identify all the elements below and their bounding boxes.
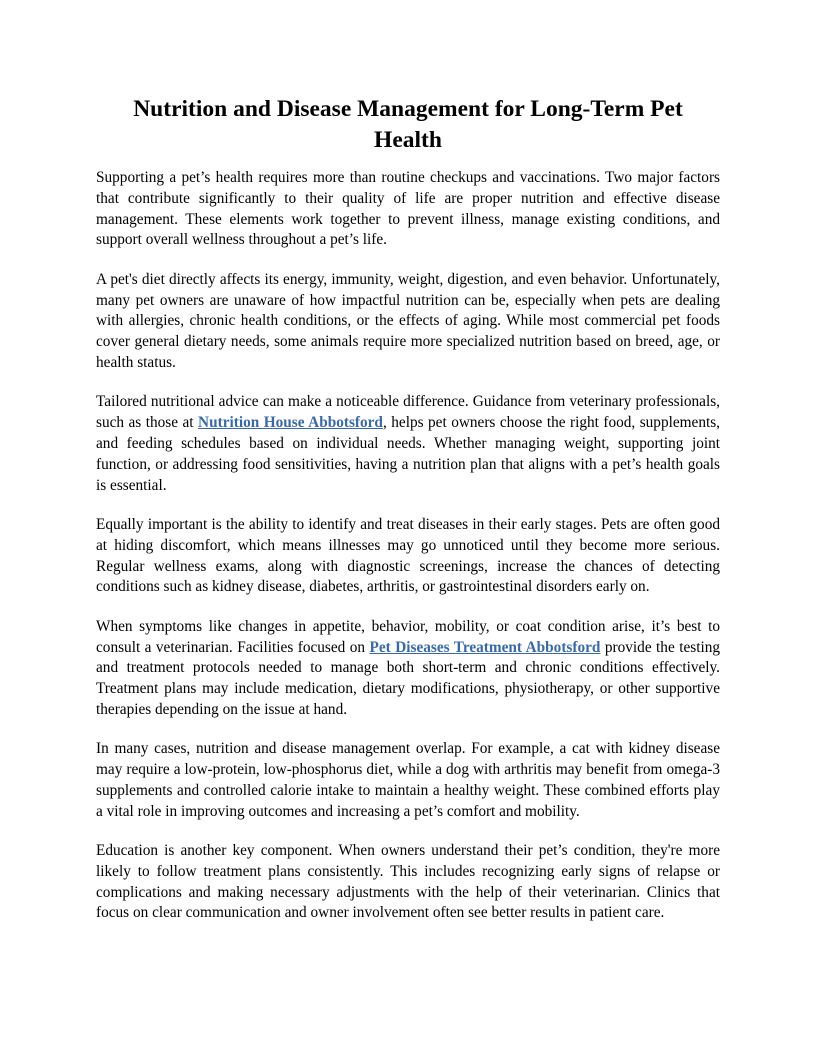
paragraph-text-after-link: , helps pet owners choose the right food, supplements, and feeding schedules based on individual needs. Whether managing weight, supporting joint function, or addressing food sensitivities, having a nutrition plan that aligns with a pet’s health goals is essential. — [96, 414, 720, 494]
paragraph-overlap: In many cases, nutrition and disease management overlap. For example, a cat with kidney disease may require a low-protein, low-phosphorus diet, while a dog with arthritis may benefit from omega-3 supplements and controlled calorie intake to maintain a healthy weight. These combined efforts play a vital role in improving outcomes and increasing a pet’s comfort and mobility. — [96, 740, 720, 820]
paragraph-text-before-link: Tailored nutritional advice can make a noticeable difference. Guidance from veterinary professionals, such as those at — [96, 393, 720, 432]
paragraph-nutrition-advice — [96, 392, 720, 496]
paragraph-education: Education is another key component. When owners understand their pet’s condition, they're more likely to follow treatment plans consistently. This includes recognizing early signs of relapse or complications and making necessary adjustments with the help of their veterinarian. Clinics that focus on clear communication and owner involvement often see better results in patient care. — [96, 842, 720, 922]
page-title: Nutrition and Disease Management for Long-Term Pet Health — [133, 96, 683, 153]
paragraph-text-after-link: provide the testing and treatment protocols needed to manage both short-term and chronic conditions effectively. Treatment plans may include medication, dietary modifications, physiotherapy, or other supportive therapies depending on the issue at hand. — [96, 638, 720, 718]
pet-diseases-treatment-abbotsford-link[interactable]: Pet Diseases Treatment Abbotsford — [369, 638, 601, 656]
paragraph-early-detection: Equally important is the ability to identify and treat diseases in their early stages. Pets are often good at hiding discomfort, which means illnesses may go unnoticed until they become more serious. Regular wellness exams, along with diagnostic screenings, increase the chances of detecting conditions such as kidney disease, diabetes, arthritis, or gastrointestinal disorders early on. — [96, 515, 720, 596]
paragraph-intro: Supporting a pet’s health requires more than routine checkups and vaccinations. Two major factors that contribute significantly to their quality of life are proper nutrition and effective disease management. These elements work together to prevent illness, manage existing conditions, and support overall wellness throughout a pet’s life. — [96, 169, 720, 249]
paragraph-treatment — [96, 617, 720, 721]
document-page — [96, 94, 720, 943]
nutrition-house-abbotsford-link[interactable]: Nutrition House Abbotsford — [198, 414, 383, 432]
paragraph-diet: A pet's diet directly affects its energy, immunity, weight, digestion, and even behavior. Unfortunately, many pet owners are unaware of how impactful nutrition can be, especially when pets are dealing with allergies, chronic health conditions, or the effects of aging. While most commercial pet foods cover general dietary needs, some animals require more specialized nutrition based on breed, age, or health status. — [96, 270, 720, 371]
paragraph-text-before-link: When symptoms like changes in appetite, behavior, mobility, or coat condition arise, it’s best to consult a veterinarian. Facilities focused on — [96, 617, 720, 656]
